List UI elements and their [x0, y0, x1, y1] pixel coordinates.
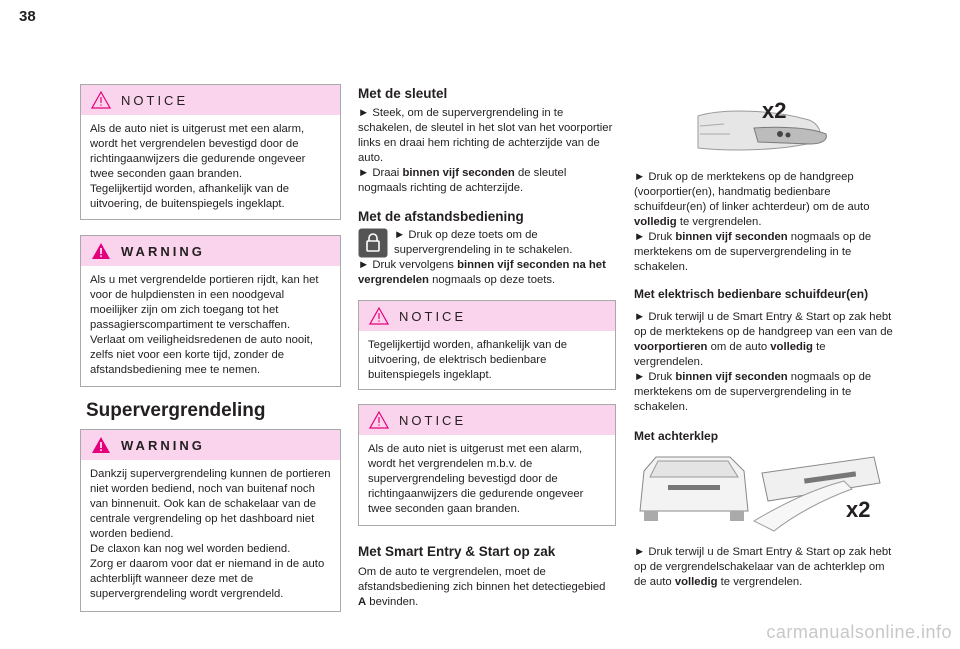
x2-label: x2: [762, 98, 787, 123]
watermark: carmanualsonline.info: [766, 622, 952, 642]
notice-header: [81, 85, 340, 115]
warning-icon: [91, 242, 111, 260]
handle-step-1: ► Druk op de merktekens op de handgreep (voorportier(en), handmatig bedienbare schuifdeur(en) of linker achterdeur) om de auto volledig te vergrendelen.: [634, 171, 870, 228]
tailgate-illustration: [634, 453, 896, 533]
left-column-lower: [80, 429, 341, 612]
warning-label: WARNING: [121, 437, 205, 453]
key-step-2: ► Draai binnen vijf seconden de sleutel nogmaals richting de achterzijde.: [358, 167, 567, 194]
notice-header: [359, 301, 615, 331]
notice-icon: [91, 91, 111, 109]
lock-button-icon: [358, 228, 388, 258]
warning-text: Dankzij supervergrendeling kunnen de portieren niet worden bediend, noch van buitenaf noch van binnenuit. Ook kan de schakelaar van de centrale vergrendeling op het dashboard niet worden bediend.: [90, 468, 331, 540]
warning-box-1: [80, 235, 341, 387]
warning-header: [81, 430, 340, 460]
notice-label: NOTICE: [399, 412, 467, 428]
notice-box-2: [358, 300, 616, 390]
heading-remote: Met de afstandsbediening: [358, 209, 524, 224]
sliding-step-1: ► Druk terwijl u de Smart Entry & Start op zak hebt op de merktekens op de handgreep van een van de voorportieren om de auto volledig te vergrendelen.: [634, 311, 893, 368]
warning-body: [81, 266, 340, 386]
warning-icon: [91, 436, 111, 454]
notice-text: Tegelijkertijd worden, afhankelijk van de uitvoering, de buitenspiegels ingeklapt.: [90, 183, 290, 210]
warning-text: Verlaat om veiligheidsredenen de auto nooit, zelfs niet voor een korte tijd, zonder de afstandsbediening mee te nemen.: [90, 334, 313, 376]
handle-step-2: ► Druk binnen vijf seconden nogmaals op de merktekens om de supervergrendeling in te schakelen.: [634, 231, 872, 273]
sliding-step-2: ► Druk binnen vijf seconden nogmaals op de merktekens om de supervergrendeling in te schakelen.: [634, 371, 872, 413]
warning-label: WARNING: [121, 243, 205, 259]
page-number: 38: [19, 8, 36, 25]
smart-entry-text: Om de auto te vergrendelen, moet de afstandsbediening zich binnen het detectiegebied A bevinden.: [358, 566, 606, 608]
warning-text: Als u met vergrendelde portieren rijdt, kan het voor de hulpdiensten in een noodgeval moeilijker zijn om zich toegang tot het passagierscompartiment te verschaffen.: [90, 274, 319, 331]
notice-box-1: [80, 84, 341, 220]
x2-label: x2: [846, 497, 871, 522]
right-column: [634, 90, 896, 590]
notice-label: NOTICE: [399, 308, 467, 324]
notice-text: Tegelijkertijd worden, afhankelijk van de uitvoering, de elektrisch bedienbare buitenspiegels ingeklapt.: [368, 339, 568, 381]
warning-box-2: [80, 429, 341, 612]
tailgate-step: ► Druk terwijl u de Smart Entry & Start op zak hebt op de vergrendelschakelaar van de achterklep om de auto volledig te vergrendelen.: [634, 546, 892, 588]
notice-body: [359, 435, 615, 525]
notice-label: NOTICE: [121, 92, 189, 108]
notice-body: [359, 331, 615, 391]
heading-tailgate: Met achterklep: [634, 429, 719, 443]
notice-icon: [369, 411, 389, 429]
notice-body: [81, 115, 340, 220]
remote-step-2: ► Druk vervolgens binnen vijf seconden na het vergrendelen nogmaals op deze toets.: [358, 259, 606, 286]
warning-text: De claxon kan nog wel worden bediend.: [90, 543, 291, 555]
section-heading: Supervergrendeling: [86, 400, 266, 421]
warning-header: [81, 236, 340, 266]
heading-sliding-door: Met elektrisch bedienbare schuifdeur(en): [634, 287, 869, 301]
heading-smart-entry: Met Smart Entry & Start op zak: [358, 544, 556, 559]
notice-box-3: [358, 404, 616, 526]
warning-text: Zorg er daarom voor dat er niemand in de auto achterblijft wanneer deze met de supervergrendeling wordt vergrendeld.: [90, 558, 325, 600]
warning-body: [81, 460, 340, 610]
notice-header: [359, 405, 615, 435]
notice-text: Als de auto niet is uitgerust met een alarm, wordt het vergrendelen bevestigd door de richtingaanwijzers die gedurende ongeveer twee seconden gaan branden.: [90, 123, 306, 180]
remote-step-1: ► Druk op deze toets om de supervergrendeling in te schakelen.: [358, 228, 616, 258]
middle-column: [358, 86, 616, 610]
left-column: [80, 84, 341, 387]
door-handle-illustration: [634, 90, 896, 160]
notice-icon: [369, 307, 389, 325]
notice-text: Als de auto niet is uitgerust met een alarm, wordt het vergrendelen m.b.v. de supervergrendeling bevestigd door de richtingaanwijzers die gedurende ongeveer twee seconden gaan branden.: [368, 443, 584, 515]
key-step-1: ► Steek, om de supervergrendeling in te schakelen, de sleutel in het slot van het voorportier links en draai hem richting de achterzijde van de auto.: [358, 107, 613, 164]
heading-key: Met de sleutel: [358, 86, 448, 101]
